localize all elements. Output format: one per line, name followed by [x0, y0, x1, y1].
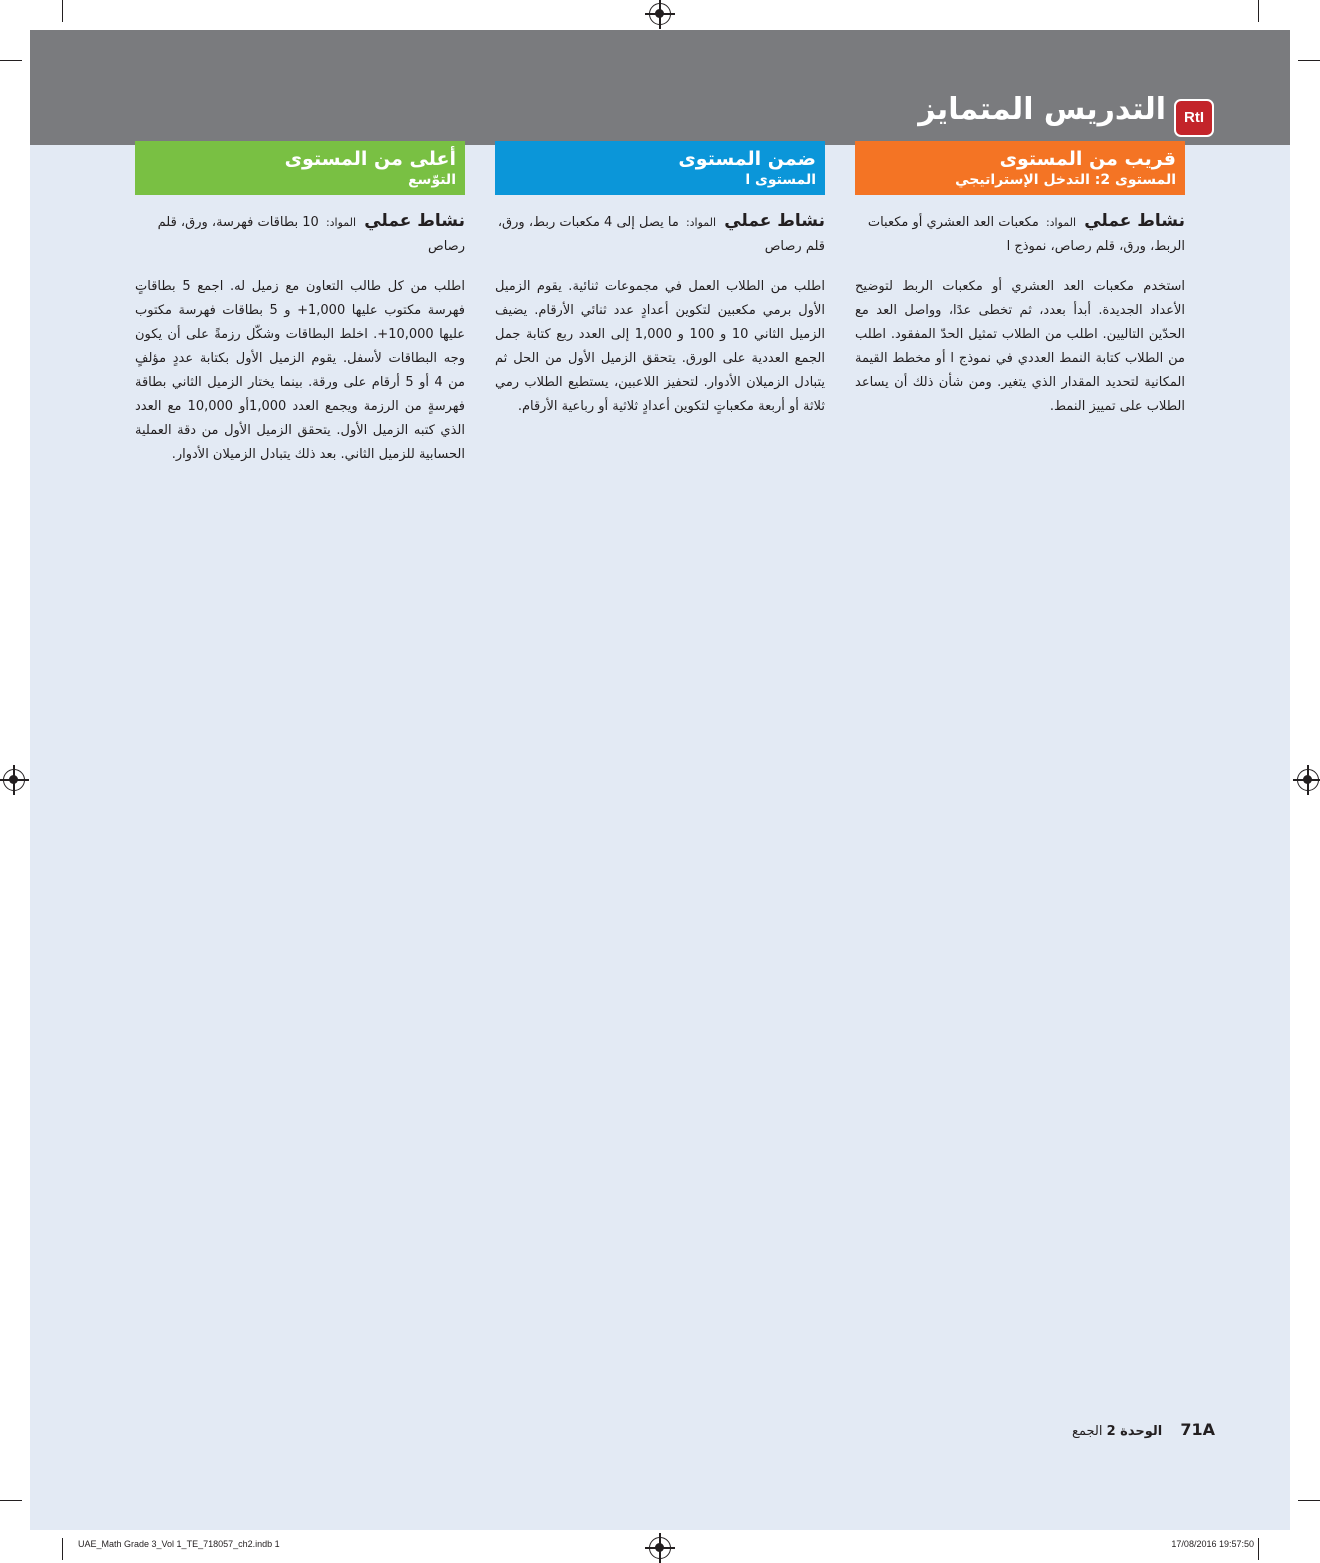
materials-line	[135, 209, 465, 259]
column-title: ضمن المستوى	[678, 148, 816, 170]
column-approaching-level	[855, 141, 1185, 419]
column-subtitle: التوّسع	[408, 172, 456, 188]
activity-description: اطلب من كل طالب التعاون مع زميل له. اجمع 5 بطاقاتٍ فهرسة مكتوب عليها 1,000+ و 5 بطاقات فهرسة مكتوب عليها 10,000+. اخلط البطاقات وشكّل رزمةً على أن يكون وجه البطاقات لأسفل. يقوم الزميل الأول بكتابة عددٍ مؤلفٍ من 4 أو 5 أرقام على ورقة. بينما يختار الزميل الثاني بطاقة فهرسةٍ من الرزمة ويجمع العدد 1,000أو 10,000 مع العدد الذي كتبه الزميل الأول. يتحقق الزميل الأول من دقة العملية الحسابية للزميل الثاني. بعد ذلك يتبادل الزميلان الأدوار.	[135, 279, 466, 462]
page-title: التدريس المتمايز	[918, 92, 1166, 127]
crop-mark	[0, 1500, 22, 1501]
activity-description: استخدم مكعبات العد العشري أو مكعبات الربط لتوضيح الأعداد الجديدة. أبدأ بعدد، ثم تخطى عدًا، وواصل العد مع الحدّين التاليين. اطلب من الطلاب تمثيل الحدّ المفقود. اطلب من الطلاب كتابة النمط العددي في نموذج ا أو مخطط القيمة المكانية لتحديد المقدار الذي يتغير. ومن شأن ذلك أن يساعد الطلاب على تمييز النمط.	[855, 279, 1185, 414]
book-label: الجمع	[1072, 1424, 1103, 1439]
activity-label: نشاط عملي	[364, 211, 465, 231]
crop-mark	[0, 60, 22, 61]
crop-mark	[62, 0, 63, 22]
column-subtitle: المستوى ا	[745, 172, 816, 188]
registration-mark-icon	[649, 1537, 671, 1559]
column-title: أعلى من المستوى	[284, 148, 456, 170]
column-subtitle: المستوى 2: التدخل الإستراتيجي	[955, 172, 1176, 188]
page-footer	[1072, 1420, 1215, 1439]
column-beyond-level	[135, 141, 465, 467]
column-header	[135, 141, 465, 195]
crop-mark	[1258, 0, 1259, 22]
rti-badge-icon: RtI	[1174, 99, 1214, 137]
print-slug-file: UAE_Math Grade 3_Vol 1_TE_718057_ch2.indb 1	[78, 1539, 280, 1549]
crop-mark	[1298, 1500, 1320, 1501]
column-header	[495, 141, 825, 195]
materials-prefix: المواد:	[325, 216, 357, 229]
activity-description: اطلب من الطلاب العمل في مجموعات ثنائية. يقوم الزميل الأول برمي مكعبين لتكوين أعدادٍ عدد ثنائي الأرقام. يضيف الزميل الثاني 10 و 100 و 1,000 إلى العدد ربع كتابة جمل الجمع العددية على الورق. يتحقق الزميل الأول من الحل ثم يتبادل الزميلان الأدوار. لتحفيز اللاعبين، يستطيع الطلاب رمي ثلاثة أو أربعة مكعباتٍ لتكوين أعدادٍ ثلاثية أو رباعية الأرقام.	[495, 279, 825, 414]
activity-label: نشاط عملي	[1084, 211, 1185, 231]
activity-label: نشاط عملي	[724, 211, 825, 231]
materials-text: ما يصل إلى 4 مكعبات ربط، ورق، قلم رصاص	[497, 215, 825, 254]
registration-mark-icon	[649, 3, 671, 25]
materials-line	[855, 209, 1185, 259]
column-title: قريب من المستوى	[999, 148, 1176, 170]
materials-prefix: المواد:	[1045, 216, 1077, 229]
unit-label: الوحدة 2	[1106, 1424, 1163, 1439]
materials-line	[495, 209, 825, 259]
crop-mark	[1298, 60, 1320, 61]
print-slug-date: 17/08/2016 19:57:50	[1171, 1539, 1254, 1549]
crop-mark	[1258, 1538, 1259, 1560]
page-number: 71A	[1180, 1420, 1215, 1439]
materials-text: مكعبات العد العشري أو مكعبات الربط، ورق، قلم رصاص، نموذج ا	[867, 215, 1185, 254]
registration-mark-icon	[3, 769, 25, 791]
column-header	[855, 141, 1185, 195]
materials-text: 10 بطاقات فهرسة، ورق، قلم رصاص	[157, 215, 465, 254]
column-on-level	[495, 141, 825, 419]
header-banner	[30, 30, 1290, 145]
crop-mark	[62, 1538, 63, 1560]
materials-prefix: المواد:	[685, 216, 717, 229]
registration-mark-icon	[1297, 769, 1319, 791]
